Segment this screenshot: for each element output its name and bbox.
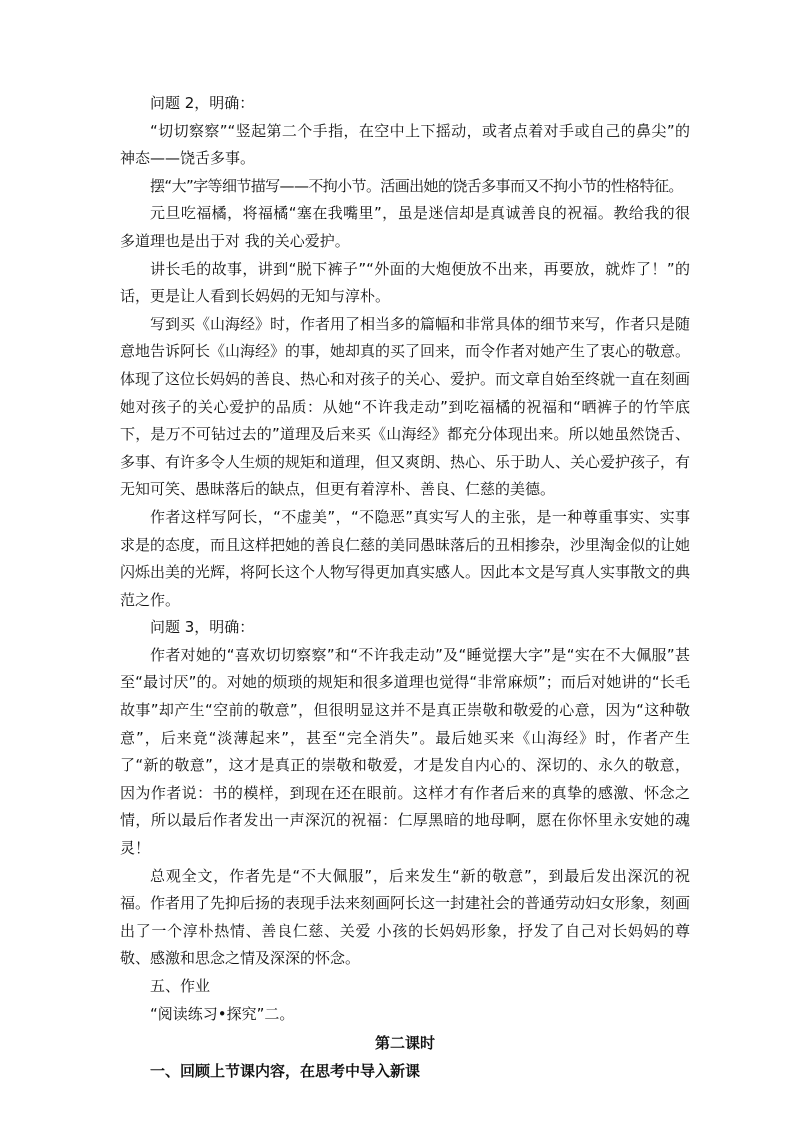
q2-paragraph-2: 摆“大”字等细节描写——不拘小节。活画出她的饶舌多事而又不拘小节的性格特征。 (150, 176, 683, 195)
q3-heading: 问题 3，明确： (150, 618, 255, 637)
q3-paragraph-2: 总观全文，作者先是“不大佩服”，后来发生“新的敬意”，到最后发出深沉的祝福。作者用了先抑后扬的表现手法来刻画阿长这一封建社会的普通劳动妇女形象，刻画出了一个淳朴热情、善良仁慈、关爱 小孩的长妈妈形象，抒发了自己对长妈妈的尊敬、感激和思念之情及深深的怀念。 (120, 866, 691, 968)
q2-paragraph-4: 讲长毛的故事，讲到“脱下裤子”“外面的大炮便放不出来，再要放，就炸了！”的话，更是让人看到长妈妈的无知与淳朴。 (120, 259, 690, 306)
q2-paragraph-5: 写到买《山海经》时，作者用了相当多的篇幅和非常具体的细节来写，作者只是随意地告诉阿长《山海经》的事，她却真的买了回来，而令作者对她产生了衷心的敬意。体现了这位长妈妈的善良、热心和对孩子的关心、爱护。而文章自始至终就一直在刻画她对孩子的关心爱护的品质：从她“不许我走动”到吃福橘的祝福和“晒裤子的竹竿底下，是万不可钻过去的”道理及后来买《山海经》都充分体现出来。所以她虽然饶舌、多事、有许多令人生烦的规矩和道理，但又爽朗、热心、乐于助人、关心爱护孩子，有无知可笑、愚昧落后的缺点，但更有着淳朴、善良、仁慈的美德。 (120, 314, 691, 499)
lesson-2-title: 第二课时 (374, 1034, 435, 1053)
q2-heading: 问题 2，明确： (150, 94, 255, 112)
homework-item: “阅读练习•探究”二。 (150, 1004, 295, 1023)
q2-paragraph-6: 作者这样写阿长，“不虚美”，“不隐恶”真实写人的主张，是一种尊重事实、实事求是的态度，而且这样把她的善良仁慈的美同愚昧落后的丑相掺杂，沙里淘金似的让她闪烁出美的光辉，将阿长这个人物写得更加真实感人。因此本文是写真人实事散文的典范之作。 (120, 507, 691, 609)
q2-paragraph-3: 元旦吃福橘，将福橘“塞在我嘴里”，虽是迷信却是真诚善良的祝福。教给我的很多道理也是出于对 我的关心爱护。 (120, 204, 690, 250)
q2-paragraph-1: “切切察察”“竖起第二个手指，在空中上下摇动，或者点着对手或自己的鼻尖”的神态——饶舌多事。 (120, 121, 690, 168)
q3-paragraph-1: 作者对她的“喜欢切切察察”和“不许我走动”及“睡觉摆大字”是“实在不大佩服”甚至“最讨厌”的。对她的烦琐的规矩和很多道理也觉得“非常麻烦”；而后对她讲的“长毛故事”却产生“空前的敬意”，但很明显这并不是真正崇敬和敬爱的心意，因为“这种敬意”，后来竟“淡薄起来”，甚至“完全消失”。最后她买来《山海经》时，作者产生了“新的敬意”，这才是真正的崇敬和敬爱，才是发自内心的、深切的、永久的敬意，因为作者说：书的模样，到现在还在眼前。这样才有作者后来的真挚的感激、怀念之情，所以最后作者发出一声深沉的祝福：仁厚黑暗的地母啊，愿在你怀里永安她的魂灵！ (120, 645, 690, 858)
lesson-2-section-1: 一、回顾上节课内容，在思考中导入新课 (150, 1061, 421, 1080)
document-page (120, 90, 690, 1085)
homework-heading: 五、作业 (150, 977, 211, 995)
